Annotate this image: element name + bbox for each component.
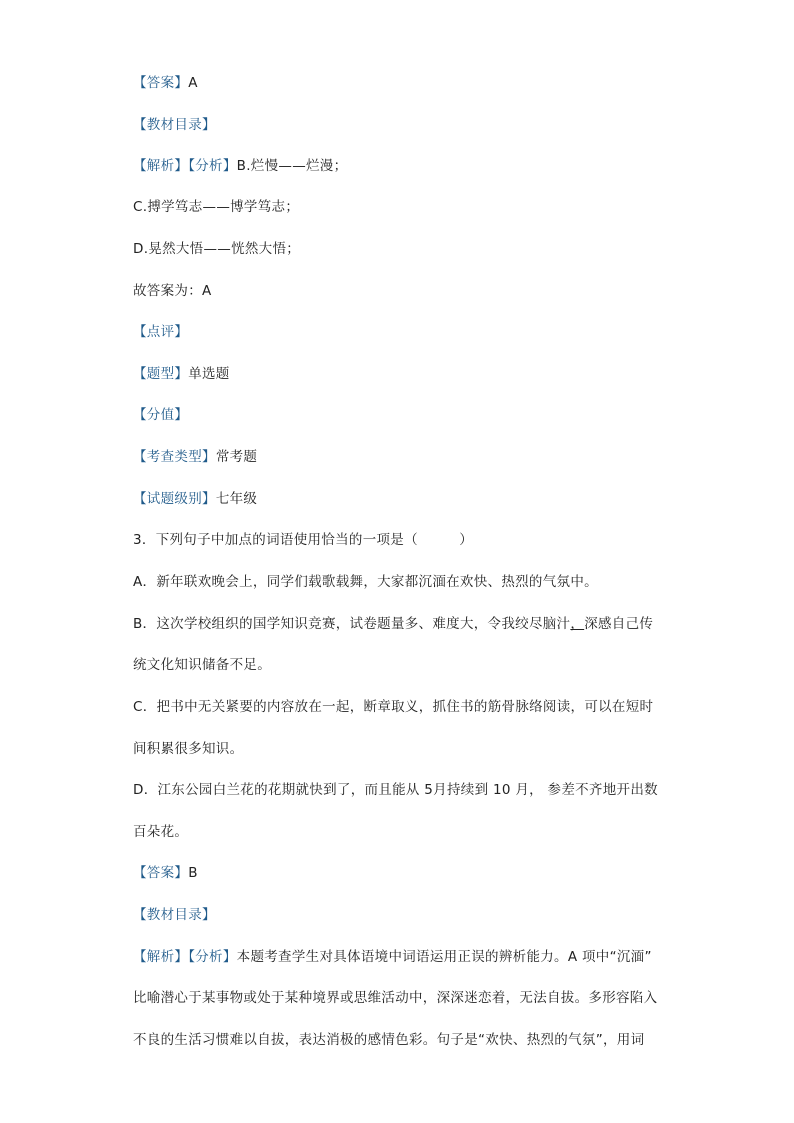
analysis-text-c: C.搏学笃志——博学笃志； xyxy=(133,199,300,215)
analysis-tag-2: 【解析】【分析】 xyxy=(133,949,237,965)
exam-type-tag: 【考查类型】 xyxy=(133,449,216,465)
option-d-continued xyxy=(133,823,188,841)
textbook-catalog-line xyxy=(133,116,216,134)
option-b-underlined-comma: ， xyxy=(570,616,585,632)
analysis-line xyxy=(133,157,347,175)
option-a-text: A．新年联欢晚会上，同学们载歌载舞，大家都沉湎在欢快、热烈的气氛中。 xyxy=(133,574,598,590)
textbook-catalog-tag: 【教材目录】 xyxy=(133,117,216,133)
answer-value-2: B xyxy=(188,865,198,881)
option-b-continued-text: 统文化知识储备不足。 xyxy=(133,657,271,673)
answer-value: A xyxy=(188,75,198,91)
analysis-text: B.烂慢——烂漫； xyxy=(236,158,348,174)
score-line xyxy=(133,406,188,424)
analysis-text-2c: 不良的生活习惯难以自拔，表达消极的感情色彩。句子是“欢快、热烈的气氛”，用词 xyxy=(133,1032,645,1048)
textbook-catalog-tag-2: 【教材目录】 xyxy=(133,907,216,923)
question-stem-text: 3．下列句子中加点的词语使用恰当的一项是（ ） xyxy=(133,532,474,548)
comment-line xyxy=(133,323,188,341)
question-stem xyxy=(133,531,473,549)
final-answer-line xyxy=(133,282,212,300)
grade-level-tag: 【试题级别】 xyxy=(133,491,216,507)
option-c-continued xyxy=(133,740,243,758)
answer-line xyxy=(133,74,198,92)
question-type-line xyxy=(133,365,230,383)
answer-tag-2: 【答案】 xyxy=(133,865,189,881)
analysis-line-d xyxy=(133,240,300,258)
option-a xyxy=(133,573,598,591)
option-c-text: C．把书中无关紧要的内容放在一起，断章取义，抓住书的筋骨脉络阅读，可以在短时 xyxy=(133,699,654,715)
option-b-text-a: B．这次学校组织的国学知识竞赛，试卷题量多、难度大，令我绞尽脑汁 xyxy=(133,616,571,632)
question-type-tag: 【题型】 xyxy=(133,366,189,382)
analysis-text-d: D.晃然大悟——恍然大悟； xyxy=(133,241,301,257)
option-b-text-c: 深感自己传 xyxy=(584,616,654,632)
analysis-line-2 xyxy=(133,948,652,966)
option-d-continued-text: 百朵花。 xyxy=(133,824,189,840)
analysis-tag: 【解析】【分析】 xyxy=(133,158,237,174)
option-d-text: D．江东公园白兰花的花期就快到了，而且能从 5月持续到 10 月， 参差不齐地开出数 xyxy=(133,782,658,798)
analysis-text-2b: 比喻潜心于某事物或处于某种境界或思维活动中，深深迷恋着，无法自拔。多形容陷入 xyxy=(133,990,658,1006)
score-tag: 【分值】 xyxy=(133,407,189,423)
analysis-line-2b xyxy=(133,989,657,1007)
exam-type-line xyxy=(133,448,257,466)
answer-line-2 xyxy=(133,864,198,882)
textbook-catalog-line-2 xyxy=(133,906,216,924)
option-b xyxy=(133,615,653,633)
question-type-value: 单选题 xyxy=(188,366,230,382)
analysis-line-c xyxy=(133,198,299,216)
grade-level-value: 七年级 xyxy=(215,491,258,507)
option-c-continued-text: 间积累很多知识。 xyxy=(133,741,244,757)
exam-type-value: 常考题 xyxy=(215,449,258,465)
comment-tag: 【点评】 xyxy=(133,324,189,340)
option-b-continued xyxy=(133,656,271,674)
option-c xyxy=(133,698,653,716)
analysis-text-2: 本题考查学生对具体语境中词语运用正误的辨析能力。A 项中“沉湎” xyxy=(236,949,652,965)
final-answer-text: 故答案为：A xyxy=(133,283,212,299)
analysis-line-2c xyxy=(133,1031,644,1049)
grade-level-line xyxy=(133,490,257,508)
answer-tag: 【答案】 xyxy=(133,75,189,91)
option-d xyxy=(133,781,658,799)
